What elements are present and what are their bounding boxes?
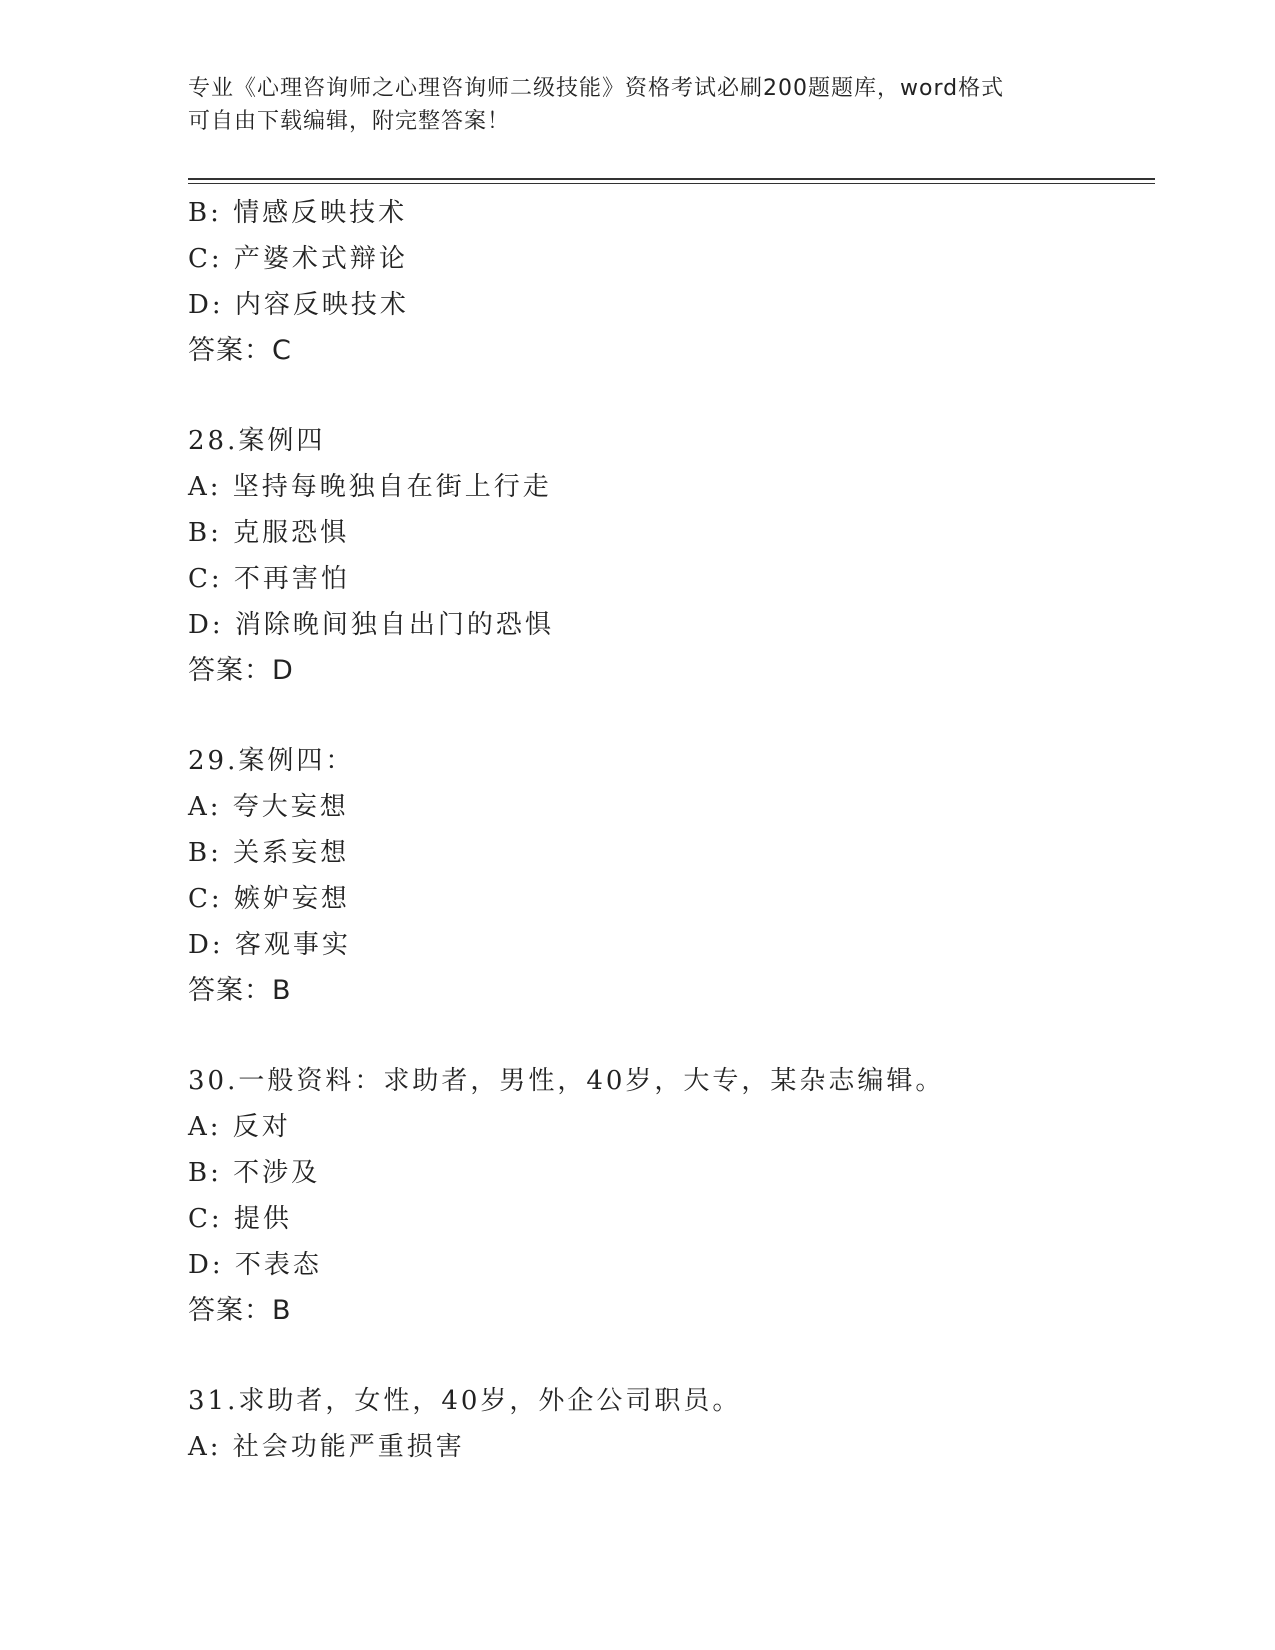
option-d: D: 客观事实 <box>188 930 351 960</box>
header-line-2: 可自由下载编辑，附完整答案！ <box>188 109 511 134</box>
spacer <box>188 374 1148 418</box>
option-a: A: 夸大妄想 <box>188 792 349 822</box>
header-line-1: 专业《心理咨询师之心理咨询师二级技能》资格考试必刷200题题库，word格式 <box>188 76 1005 101</box>
question-fragment <box>188 190 1148 374</box>
option-c: C: 嫉妒妄想 <box>188 884 350 914</box>
question-stem: 29.案例四： <box>188 746 355 776</box>
option-a: A: 反对 <box>188 1112 291 1142</box>
spacer <box>188 694 1148 738</box>
answer-line: 答案：B <box>188 975 292 1006</box>
question-30 <box>188 1058 1148 1334</box>
answer-line: 答案：B <box>188 1295 292 1326</box>
option-c: C: 提供 <box>188 1204 292 1234</box>
question-28 <box>188 418 1148 694</box>
question-stem: 31.求助者，女性，40岁，外企公司职员。 <box>188 1386 742 1416</box>
option-b: B: 关系妄想 <box>188 838 350 868</box>
answer-line: 答案：D <box>188 655 294 686</box>
header-rule-thick <box>188 178 1155 180</box>
question-29 <box>188 738 1148 1014</box>
option-a: A: 坚持每晚独自在街上行走 <box>188 472 552 502</box>
option-c: C: 产婆术式辩论 <box>188 244 408 274</box>
header-rule-thin <box>188 183 1155 184</box>
option-d: D: 内容反映技术 <box>188 290 409 320</box>
document-header <box>188 72 1088 138</box>
answer-line: 答案：C <box>188 335 292 366</box>
question-31 <box>188 1378 1148 1470</box>
option-b: B: 克服恐惧 <box>188 518 350 548</box>
option-c: C: 不再害怕 <box>188 564 350 594</box>
question-list <box>188 190 1148 1470</box>
option-d: D: 消除晚间独自出门的恐惧 <box>188 610 554 640</box>
option-a: A: 社会功能严重损害 <box>188 1432 465 1462</box>
spacer <box>188 1014 1148 1058</box>
option-d: D: 不表态 <box>188 1250 322 1280</box>
question-stem: 30.一般资料：求助者，男性，40岁，大专，某杂志编辑。 <box>188 1066 945 1096</box>
option-b: B: 不涉及 <box>188 1158 321 1188</box>
spacer <box>188 1334 1148 1378</box>
question-stem: 28.案例四 <box>188 426 326 456</box>
option-b: B: 情感反映技术 <box>188 198 408 228</box>
